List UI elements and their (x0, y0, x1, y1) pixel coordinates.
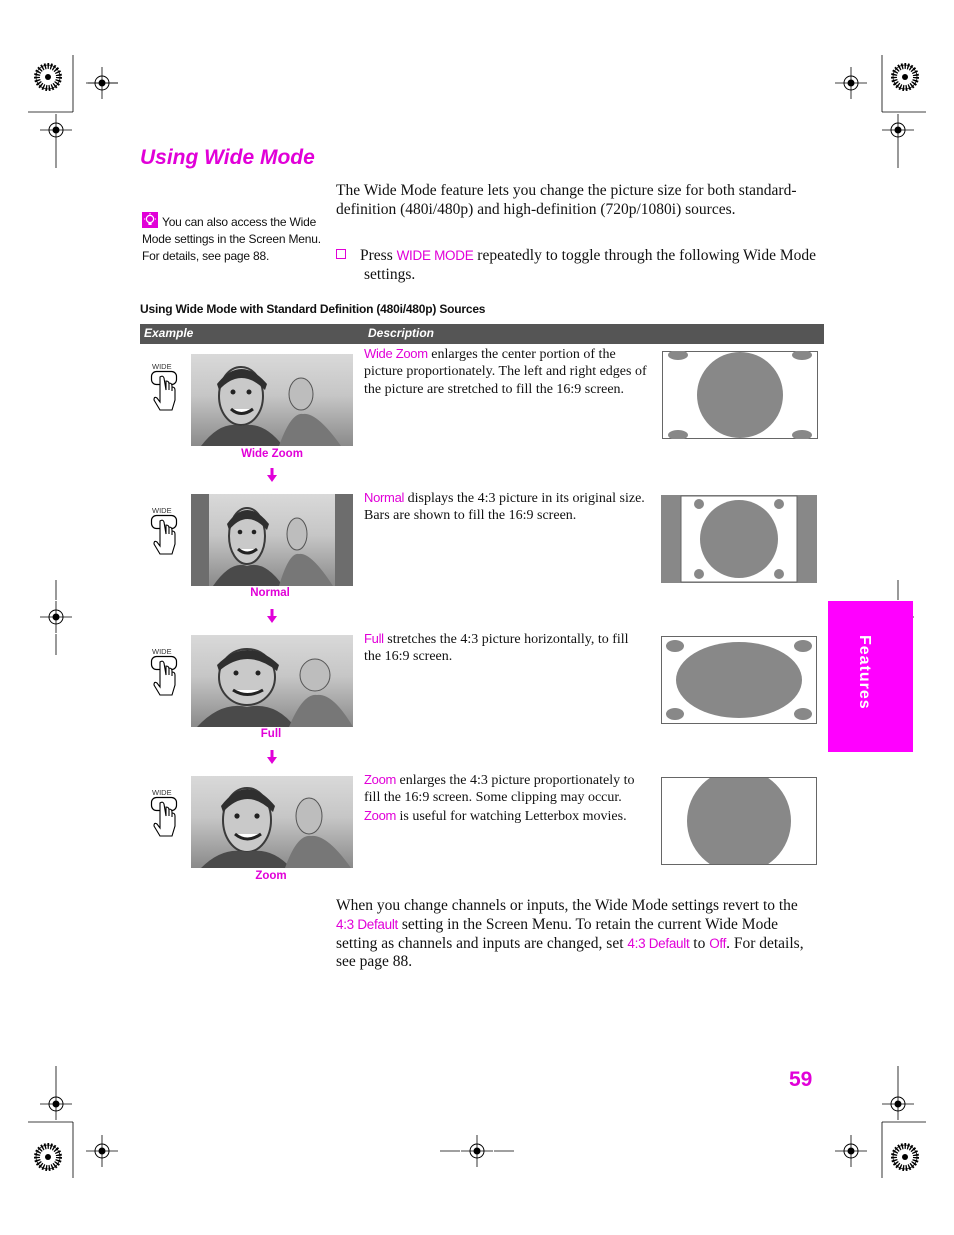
row-caption: Normal (250, 587, 290, 599)
instruction-bullet: Press WIDE MODE repeatedly to toggle through the following Wide Mode settings. (336, 247, 844, 284)
normal-diagram (661, 495, 817, 583)
tip-text: You can also access the Wide Mode settings in the Screen Menu. For details, see page 88. (142, 215, 321, 263)
row-description: Full stretches the 4:3 picture horizontally, to fill the 16:9 screen. (364, 631, 629, 665)
row-caption: Wide Zoom (241, 448, 303, 460)
closing-paragraph: When you change channels or inputs, the Wide Mode settings revert to the 4:3 Default setting in the Screen Menu. To retain the current Wide Mode setting as channels and inputs are changed, set 4:3 Default to Off. For details, see page 88. (336, 897, 804, 971)
example-photo (191, 494, 353, 586)
row-description: Wide Zoom enlarges the center portion of the picture proportionately. The left and right edges of the picture are stretched to fill the 16:9 screen. (364, 346, 647, 397)
example-photo (191, 776, 353, 868)
arrow-down-icon (267, 609, 277, 623)
full-diagram (661, 636, 817, 724)
table-header (140, 324, 824, 344)
example-photo (191, 354, 353, 446)
wide-button-label: WIDE (152, 647, 172, 656)
row-description: Normal displays the 4:3 picture in its original size. Bars are shown to fill the 16:9 screen. (364, 490, 645, 524)
tip-note (142, 212, 324, 265)
wide-button-label: WIDE (152, 788, 172, 797)
wide-button-press-icon (150, 655, 180, 700)
row-description: Zoom enlarges the 4:3 picture proportionately to fill the 16:9 screen. Some clipping may occur. Zoom is useful for watching Letterbox movies. (364, 772, 635, 824)
example-photo (191, 635, 353, 727)
intro-paragraph: The Wide Mode feature lets you change the picture size for both standard-definition (480i/480p) and high-definition (720p/1080i) sources. (336, 182, 797, 218)
bullet-checkbox-icon (336, 249, 346, 259)
arrow-down-icon (267, 468, 277, 482)
wide-mode-key: WIDE MODE (396, 248, 474, 263)
page-title: Using Wide Mode (140, 146, 315, 169)
row-caption: Zoom (255, 870, 287, 882)
table-subhead: Using Wide Mode with Standard Definition (480i/480p) Sources (140, 302, 486, 316)
lightbulb-icon (142, 212, 158, 228)
wide-button-press-icon (150, 370, 180, 415)
arrow-down-icon (267, 750, 277, 764)
wide-button-label: WIDE (152, 362, 172, 371)
wide-button-press-icon (150, 796, 180, 841)
wide-button-press-icon (150, 514, 180, 559)
page-number: 59 (789, 1068, 813, 1091)
side-tab-label: Features (856, 635, 873, 710)
wide-zoom-diagram (662, 351, 818, 439)
column-description: Description (368, 326, 435, 340)
row-caption: Full (260, 728, 282, 740)
wide-button-label: WIDE (152, 506, 172, 515)
column-example: Example (144, 326, 194, 340)
zoom-diagram (661, 777, 817, 865)
